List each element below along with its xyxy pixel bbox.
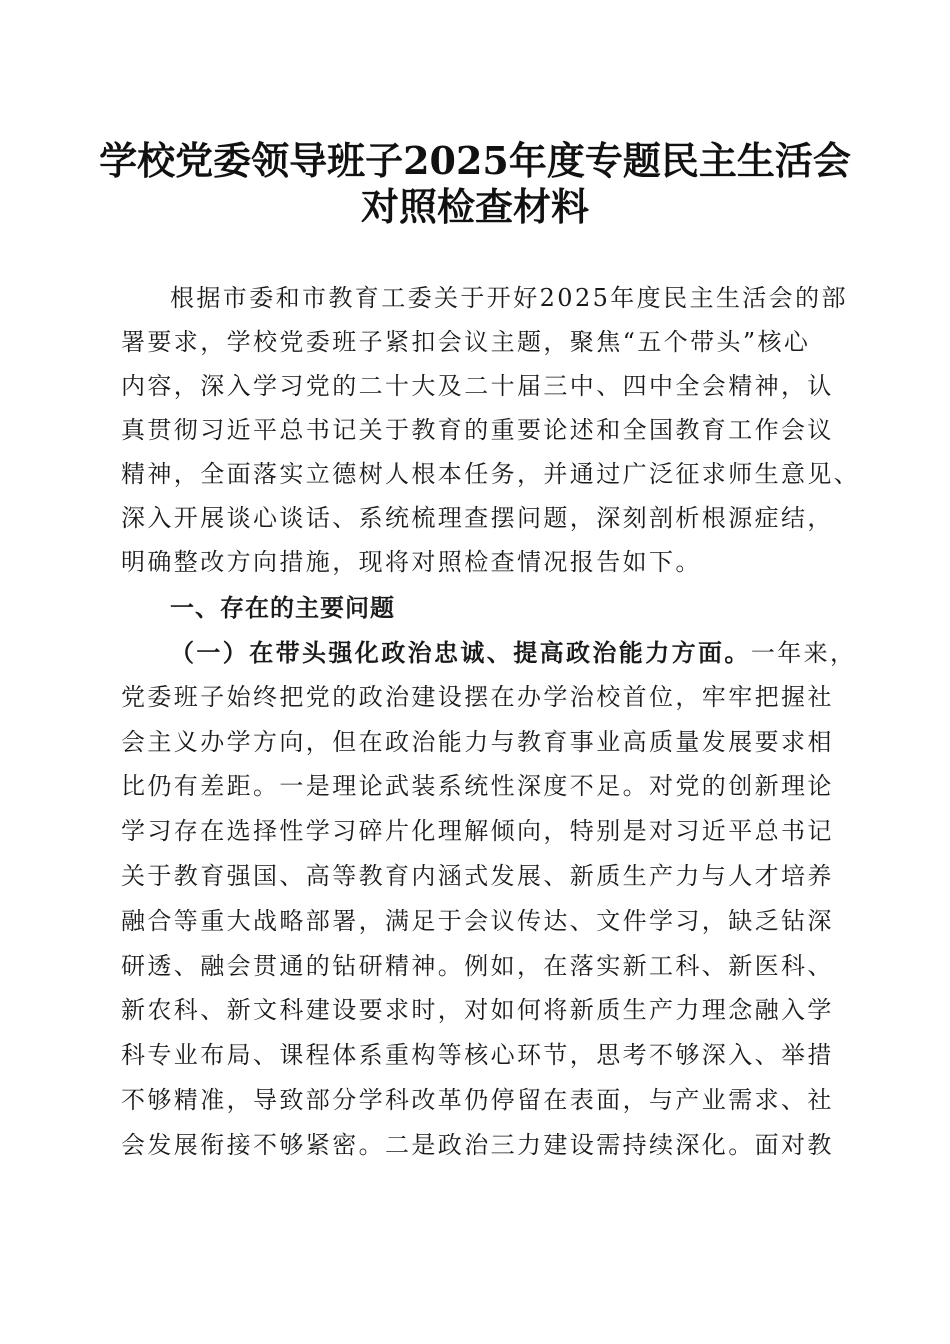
document-title-line-1: 学校党委领导班子2025年度专题民主生活会 (99, 138, 851, 183)
body-paragraph-line: 学习存在选择性学习碎片化理解倾向，特别是对习近平总书记 (121, 817, 834, 845)
subsection-heading-tail: 一年来， (750, 639, 857, 667)
body-paragraph-line: 融合等重大战略部署，满足于会议传达、文件学习，缺乏钻深 (121, 907, 834, 935)
intro-paragraph-line: 根据市委和市教育工委关于开好2025年度民主生活会的部 (170, 284, 848, 312)
subsection-heading: （一）在带头强化政治忠诚、提高政治能力方面。 (170, 638, 751, 667)
body-paragraph-line: 科专业布局、课程体系重构等核心环节，思考不够深入、举措 (121, 1041, 834, 1069)
body-paragraph-line: 会主义办学方向，但在政治能力与教育事业高质量发展要求相 (121, 728, 834, 756)
intro-paragraph-line: 深入开展谈心谈话、系统梳理查摆问题，深刻剖析根源症结， (121, 504, 834, 532)
subsection-heading-line (170, 638, 856, 668)
body-paragraph-line: 会发展衔接不够紧密。二是政治三力建设需持续深化。面对教 (121, 1131, 834, 1159)
body-paragraph-line: 比仍有差距。一是理论武装系统性深度不足。对党的创新理论 (121, 772, 834, 800)
body-paragraph-line: 不够精准，导致部分学科改革仍停留在表面，与产业需求、社 (121, 1086, 834, 1114)
intro-paragraph-line: 真贯彻习近平总书记关于教育的重要论述和全国教育工作会议 (121, 416, 834, 444)
intro-paragraph-line: 精神，全面落实立德树人根本任务，并通过广泛征求师生意见、 (121, 460, 861, 488)
section-heading: 一、存在的主要问题 (170, 594, 395, 622)
body-paragraph-line: 关于教育强国、高等教育内涵式发展、新质生产力与人才培养 (121, 862, 834, 890)
body-paragraph-line: 党委班子始终把党的政治建设摆在办学治校首位，牢牢把握社 (121, 683, 834, 711)
document-title-line-2: 对照检查材料 (360, 184, 589, 229)
intro-paragraph-line: 明确整改方向措施，现将对照检查情况报告如下。 (121, 548, 702, 576)
intro-paragraph-line: 署要求，学校党委班子紧扣会议主题，聚焦“五个带头”核心 (121, 328, 811, 356)
body-paragraph-line: 新农科、新文科建设要求时，对如何将新质生产力理念融入学 (121, 996, 834, 1024)
body-paragraph-line: 研透、融会贯通的钻研精神。例如，在落实新工科、新医科、 (121, 952, 834, 980)
intro-paragraph-line: 内容，深入学习党的二十大及二十届三中、四中全会精神，认 (121, 372, 834, 400)
